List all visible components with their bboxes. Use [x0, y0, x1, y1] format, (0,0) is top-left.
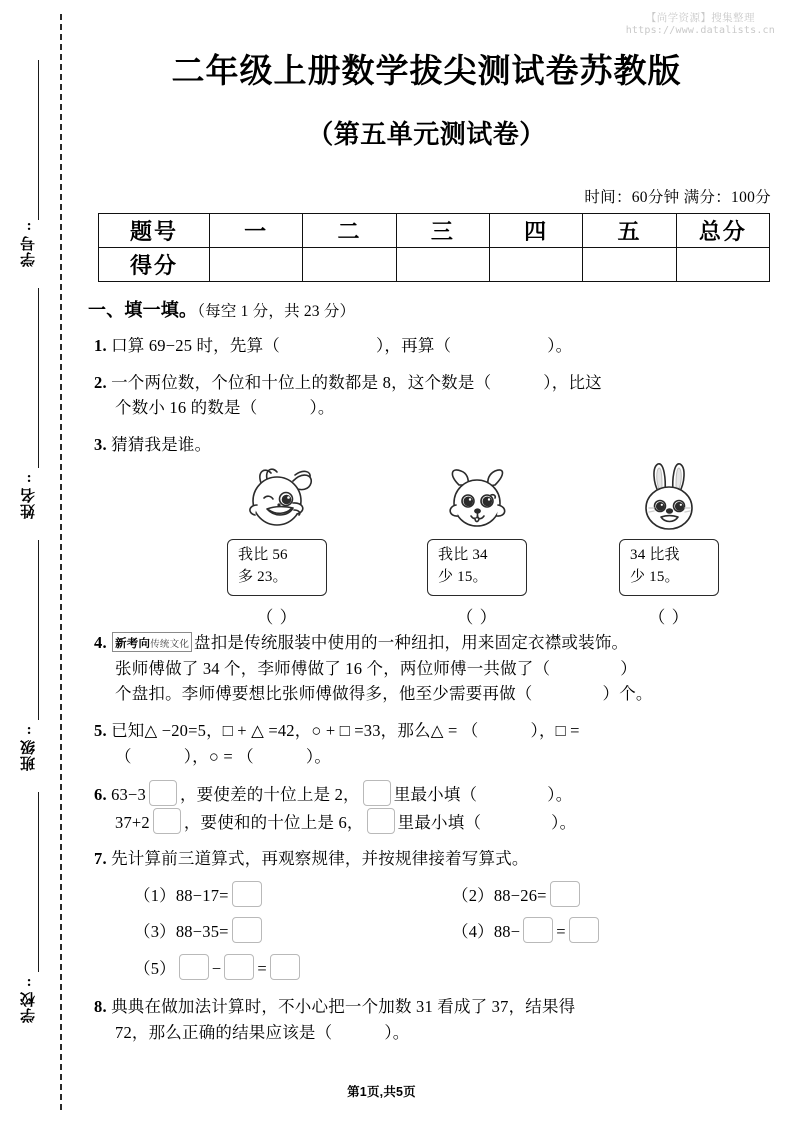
score-table-row-label-0: 题号 [99, 214, 210, 248]
question-2-text-a: 一个两位数，个位和十位上的数都是 8，这个数是（ [111, 372, 492, 392]
question-7-item-3 [134, 917, 452, 945]
dog-art [382, 461, 572, 539]
question-4 [94, 630, 793, 707]
score-table-col-3: 四 [489, 214, 582, 248]
score-cell-4[interactable] [583, 248, 676, 282]
question-7-item-4-box-2[interactable] [569, 917, 599, 943]
question-7-prompt: 先计算前三道算式，再观察规律，并按规律接着写算式。 [111, 849, 529, 869]
question-1 [94, 333, 793, 359]
score-table-col-5: 总分 [676, 214, 769, 248]
goat-art [182, 461, 372, 539]
question-3-speech-1-line2: 多 23。 [238, 569, 288, 585]
question-7-item-2-box-1[interactable] [550, 881, 580, 907]
question-1-text-b: ），再算（ [375, 336, 452, 355]
question-7-item-1-expr: 88−17= [175, 885, 229, 905]
question-3-card-1 [182, 461, 372, 631]
question-3-answer-blank-1[interactable]: （ ） [256, 607, 298, 627]
new-exam-tag-thin: 传统文化 [150, 639, 190, 651]
question-4-text-b: 张师傅做了 34 个，李师傅做了 16 个，两位师傅一共做了（ [115, 658, 551, 678]
score-table-col-4: 五 [583, 214, 676, 248]
question-3-speech-2 [427, 539, 527, 596]
question-7-item-5-box-1[interactable] [179, 954, 209, 980]
dashed-fold-line [60, 14, 62, 1110]
margin-label-name: 姓名: [21, 470, 37, 519]
score-table-col-1: 二 [303, 214, 396, 248]
question-6-number: 6. [94, 785, 107, 805]
section-note: （每空 1 分，共 23 分） [197, 303, 356, 320]
question-4-number: 4. [94, 633, 107, 653]
rabbit-icon [623, 461, 715, 539]
watermark-url: https://www.datalists.cn [625, 25, 775, 37]
question-7-item-4-label: （4） [452, 922, 494, 942]
question-1-text-a: 口算 69−25 时，先算（ [111, 336, 280, 355]
question-5-text-e: ）。 [305, 746, 332, 766]
question-5-text-a: 已知△ −20=5，□ + △ =42，○ + □ =33，那么△ = （ [111, 720, 479, 740]
margin-label-school: 学校: [21, 974, 37, 1023]
question-8-number: 8. [94, 997, 107, 1017]
score-table-col-2: 三 [396, 214, 489, 248]
question-3-answer-blank-2[interactable]: （ ） [456, 607, 498, 627]
question-3 [94, 432, 793, 627]
question-7-item-3-expr: 88−35= [175, 922, 229, 942]
question-5-number: 5. [94, 720, 107, 740]
exam-sheet [72, 0, 793, 1122]
page-subtitle: （第五单元测试卷） [307, 120, 546, 149]
score-table-row-label-1: 得分 [99, 248, 210, 282]
question-6-text-b: 里最小填（ [393, 785, 478, 805]
question-7-grid [134, 881, 774, 982]
question-7-item-1-label: （1） [134, 885, 176, 905]
table-row-header [99, 214, 770, 248]
question-7-item-4-expr: 88− [493, 922, 521, 942]
question-7-row-1 [134, 881, 774, 909]
seal-rule-1 [38, 60, 39, 220]
question-7-item-2 [452, 881, 770, 909]
question-3-speech-1-line1: 我比 56 [238, 547, 288, 564]
rabbit-art [574, 461, 764, 539]
question-6-box-3[interactable] [153, 808, 181, 834]
question-1-text-c: ）。 [547, 336, 573, 355]
question-5-text-b: ），□ = [530, 720, 580, 740]
table-row-scores [99, 248, 770, 282]
question-6-expr-2: 37+2 [115, 812, 150, 832]
score-cell-3[interactable] [489, 248, 582, 282]
section-heading [88, 296, 793, 322]
question-7-item-5 [134, 954, 452, 982]
question-3-figure-row [94, 461, 793, 626]
margin-label-class: 班级: [21, 722, 37, 771]
question-3-speech-2-line1: 我比 34 [438, 547, 488, 564]
question-7-item-5-box-3[interactable] [270, 954, 300, 980]
question-5-text-d: ），○ = （ [183, 746, 254, 766]
question-6 [94, 780, 793, 835]
question-7-item-5-box-2[interactable] [224, 954, 254, 980]
question-7-item-4-mid: = [556, 922, 566, 942]
question-8-text-b: 72，那么正确的结果应该是（ [115, 1023, 333, 1042]
question-3-speech-3-line1: 34 比我 [630, 547, 680, 564]
question-3-speech-1 [227, 539, 327, 596]
question-4-text-e: ）个。 [602, 684, 653, 704]
question-7-row-2 [134, 917, 774, 945]
dog-icon [431, 461, 523, 539]
question-2-text-b: ），比这 [543, 372, 602, 392]
section-index: 一、 [88, 300, 125, 320]
page-title: 二年级上册数学拔尖测试卷苏教版 [171, 54, 682, 90]
question-7-row-3 [134, 954, 774, 982]
margin-label-student-id: 学号: [21, 218, 37, 267]
question-4-text-a: 盘扣是传统服装中使用的一种纽扣，用来固定衣襟或装饰。 [194, 633, 629, 653]
question-7-item-3-box-1[interactable] [232, 917, 262, 943]
question-7-item-4 [452, 917, 770, 945]
score-cell-0[interactable] [210, 248, 303, 282]
question-2-number: 2. [94, 372, 107, 392]
question-4-text-c: ） [620, 658, 637, 678]
question-3-speech-2-line2: 少 15。 [438, 569, 488, 585]
question-8-text-c: ）。 [384, 1023, 410, 1042]
question-5 [94, 718, 793, 769]
question-7-item-2-label: （2） [452, 885, 494, 905]
question-6-text-d: ，要使和的十位上是 6， [183, 812, 364, 832]
question-5-text-c: （ [115, 746, 132, 766]
seal-rule-3 [38, 540, 39, 720]
question-7-item-1 [134, 881, 452, 909]
question-3-speech-3 [619, 539, 719, 596]
question-6-text-e: 里最小填（ [397, 812, 482, 832]
new-exam-tag [112, 632, 192, 652]
score-cell-2[interactable] [396, 248, 489, 282]
score-cell-5[interactable] [676, 248, 769, 282]
question-6-box-2[interactable] [363, 780, 391, 806]
new-exam-tag-bold: 新考向 [115, 638, 151, 651]
seal-rule-2 [38, 288, 39, 468]
question-7-item-1-box-1[interactable] [232, 881, 262, 907]
question-3-speech-3-line2: 少 15。 [630, 569, 680, 585]
question-7-item-2-expr: 88−26= [493, 885, 547, 905]
question-7-item-5-op1: − [211, 958, 222, 978]
question-3-number: 3. [94, 434, 107, 454]
goat-icon [231, 461, 323, 539]
watermark-source: 【尚学资源】搜集整理 [645, 12, 755, 24]
question-6-text-c: ）。 [547, 785, 573, 805]
section-title: 填一填。 [124, 300, 198, 320]
question-2-text-d: ）。 [309, 398, 335, 418]
score-table [98, 213, 770, 282]
score-table-col-0: 一 [210, 214, 303, 248]
question-8-text-a: 典典在做加法计算时，不小心把一个加数 31 看成了 37，结果得 [111, 997, 576, 1017]
question-6-text-f: ）。 [551, 812, 577, 832]
question-6-text-a: ，要使差的十位上是 2， [179, 785, 360, 805]
question-6-expr-1: 63−3 [111, 785, 146, 805]
question-7 [94, 846, 793, 981]
question-3-card-3 [574, 461, 764, 631]
exam-meta: 时间：60分钟 满分：100分 [584, 189, 771, 206]
question-7-item-5-op2: = [257, 958, 267, 978]
page-footer: 第1页,共5页 [347, 1085, 416, 1099]
question-7-number: 7. [94, 849, 107, 869]
question-3-card-2 [382, 461, 572, 631]
score-cell-1[interactable] [303, 248, 396, 282]
question-4-text-d: 个盘扣。李师傅要想比张师傅做得多，他至少需要再做（ [115, 684, 533, 704]
question-6-box-4[interactable] [367, 808, 395, 834]
question-7-item-4-box-1[interactable] [523, 917, 553, 943]
question-7-item-5-label: （5） [134, 958, 176, 978]
question-8 [94, 994, 793, 1045]
binding-margin [0, 0, 72, 1122]
question-3-prompt: 猜猜我是谁。 [111, 434, 212, 454]
question-2-text-c: 个数小 16 的数是（ [115, 398, 258, 418]
question-3-answer-blank-3[interactable]: （ ） [648, 607, 690, 627]
question-7-item-3-label: （3） [134, 922, 176, 942]
question-2 [94, 370, 793, 421]
seal-rule-4 [38, 792, 39, 972]
question-1-number: 1. [94, 336, 107, 355]
question-6-box-1[interactable] [149, 780, 177, 806]
